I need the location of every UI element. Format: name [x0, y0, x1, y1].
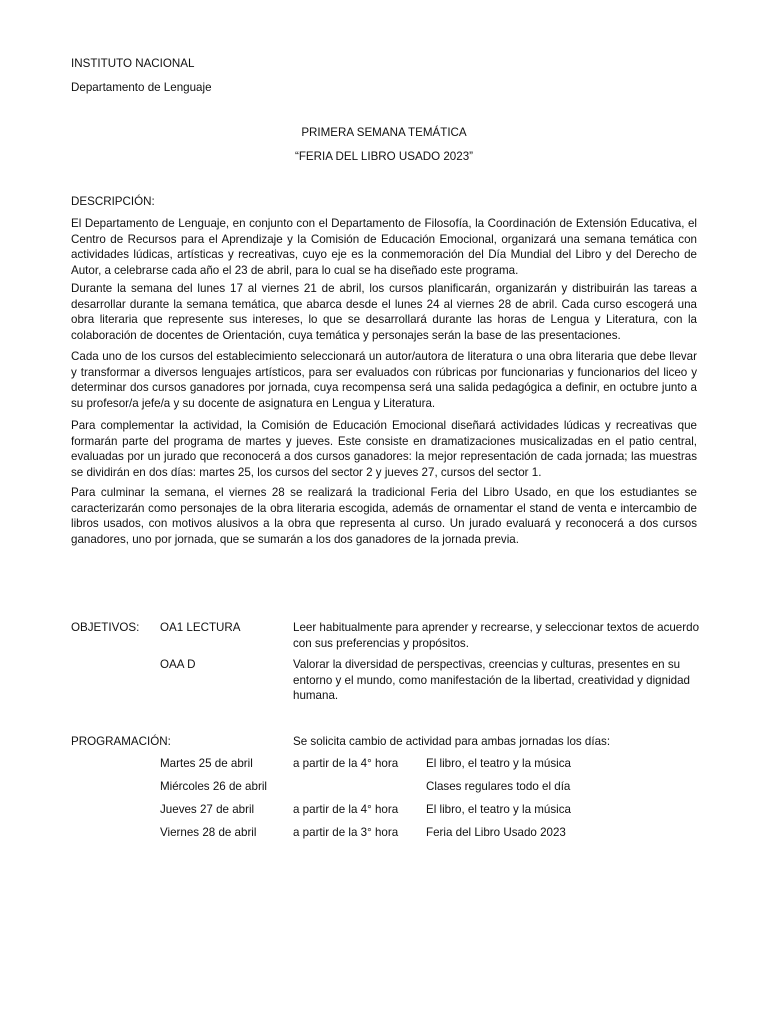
description-paragraph-3: Cada uno de los cursos del establecimiento seleccionará un autor/autora de literatura o una obra literaria que debe llevar y transformar a diversos lenguajes artísticos, para ser evaluados con rúbricas por funcionarias y funcionarios del liceo y determinar dos cursos ganadores por jornada, cuya recompensa será una salida pedagógica a definir, en octubre junto a su profesor/a jefe/a y su docente de asignatura en Lengua y Literatura. [71, 350, 697, 410]
schedule-activity: El libro, el teatro y la música [426, 757, 571, 770]
objective-code: OAA D [160, 658, 196, 671]
description-paragraph-4: Para complementar la actividad, la Comisión de Educación Emocional diseñará actividades lúdicas y recreativas que formarán parte del programa de martes y jueves. Este consiste en dramatizaciones musicalizadas en el patio central, evaluadas por un jurado que reconocerá a dos cursos ganadores: la mejor representación de cada jornada; las muestras se dividirán en dos días: martes 25, los cursos del sector 2 y jueves 27, cursos del sector 1. [71, 419, 697, 479]
schedule-activity: El libro, el teatro y la música [426, 803, 571, 816]
document-subtitle: “FERIA DEL LIBRO USADO 2023” [294, 150, 474, 163]
schedule-time: a partir de la 4° hora [293, 803, 399, 816]
schedule-day: Martes 25 de abril [160, 757, 253, 770]
description-paragraph-2: Durante la semana del lunes 17 al viernes 21 de abril, los cursos planificarán, organizarán y distribuirán las tareas a desarrollar durante la semana temática, que abarca desde el lunes 24 al viernes 28 de abril. Cada curso escogerá una obra literaria que represente sus intereses, lo que se desarrollará durante las horas de Lengua y Literatura, con la colaboración de docentes de Orientación, cuya temática y personajes serán la base de las presentaciones. [71, 282, 697, 342]
department-name: Departamento de Lenguaje [71, 81, 212, 94]
schedule-activity: Feria del Libro Usado 2023 [426, 826, 566, 839]
programming-note: Se solicita cambio de actividad para ambas jornadas los días: [293, 735, 611, 748]
programming-label: PROGRAMACIÓN: [71, 735, 171, 748]
objectives-label: OBJETIVOS: [71, 621, 140, 634]
schedule-time: a partir de la 4° hora [293, 757, 399, 770]
description-heading: DESCRIPCIÓN: [71, 195, 155, 208]
description-paragraph-5: Para culminar la semana, el viernes 28 se realizará la tradicional Feria del Libro Usado, en que los estudiantes se caracterizarán como personajes de la obra literaria escogida, además de ornamentar el stand de venta e intercambio de libros usados, con motivos alusivos a la obra que representa al curso. Un jurado evaluará y reconocerá a dos cursos ganadores, uno por jornada, que se sumarán a los dos ganadores de la jornada previa. [71, 486, 697, 546]
objective-text: Valorar la diversidad de perspectivas, creencias y culturas, presentes en su entorno y el mundo, como manifestación de la libertad, creatividad y dignidad humana. [293, 658, 690, 702]
schedule-day: Miércoles 26 de abril [160, 780, 267, 793]
schedule-day: Viernes 28 de abril [160, 826, 257, 839]
description-paragraph-1: El Departamento de Lenguaje, en conjunto con el Departamento de Filosofía, la Coordinación de Extensión Educativa, el Centro de Recursos para el Aprendizaje y la Comisión de Educación Emocional, organizará una semana temática con actividades lúdicas, artísticas y recreativas, cuyo eje es la conmemoración del Día Mundial del Libro y del Derecho de Autor, a celebrarse cada año el 23 de abril, para lo cual se ha diseñado este programa. [71, 217, 697, 277]
schedule-time: a partir de la 3° hora [293, 826, 399, 839]
schedule-day: Jueves 27 de abril [160, 803, 255, 816]
institution-name: INSTITUTO NACIONAL [71, 57, 195, 70]
schedule-activity: Clases regulares todo el día [426, 780, 571, 793]
document-title: PRIMERA SEMANA TEMÁTICA [301, 126, 467, 139]
objective-text: Leer habitualmente para aprender y recrearse, y seleccionar textos de acuerdo con sus preferencias y propósitos. [293, 621, 700, 650]
objective-code: OA1 LECTURA [160, 621, 241, 634]
